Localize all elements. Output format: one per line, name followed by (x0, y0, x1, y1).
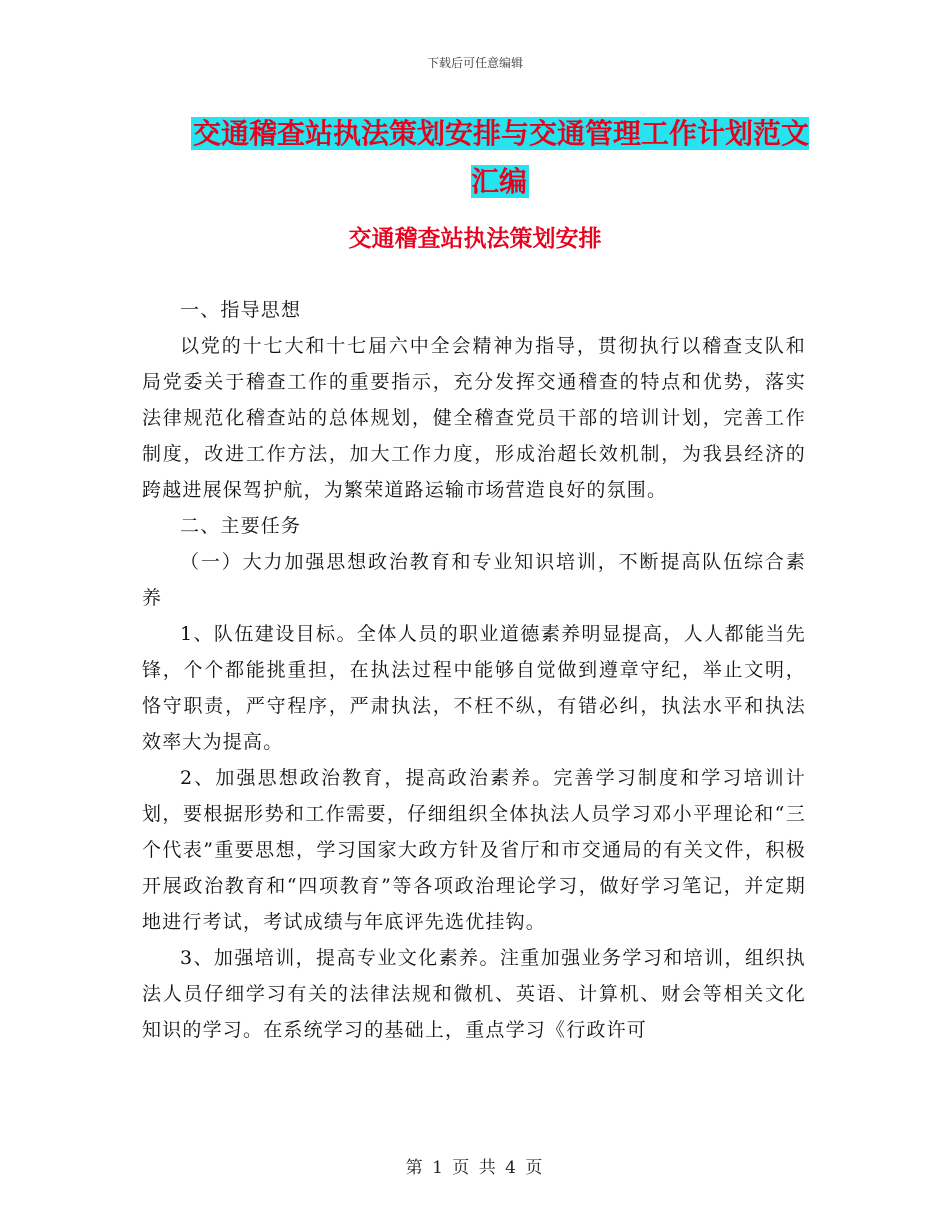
paragraph-heading-guiding-ideology: 一、指导思想 (180, 299, 302, 321)
section-title: 交通稽查站执法策划安排 (348, 226, 602, 252)
document-body (142, 292, 806, 1048)
paragraph: 1、队伍建设目标。全体人员的职业道德素养明显提高，人人都能当先锋，个个都能挑重担，在执法过程中能够自觉做到遵章守纪，举止文明，恪守职责，严守程序，严肃执法，不枉不纵，有错必纠，执法水平和执法效率大为提高。 (142, 623, 806, 753)
paragraph-subheading: （一）大力加强思想政治教育和专业知识培训，不断提高队伍综合素养 (142, 551, 806, 609)
document-title-text: 交通稽查站执法策划安排与交通管理工作计划范文汇编 (192, 117, 809, 198)
paragraph-heading-main-tasks: 二、主要任务 (180, 515, 302, 537)
header-note: 下载后可任意编辑 (426, 56, 523, 70)
paragraph: 以党的十七大和十七届六中全会精神为指导，贯彻执行以稽查支队和局党委关于稽查工作的重要指示，充分发挥交通稽查的特点和优势，落实法律规范化稽查站的总体规划，健全稽查党员干部的培训计划，完善工作制度，改进工作方法，加大工作力度，形成治超长效机制，为我县经济的跨越进展保驾护航，为繁荣道路运输市场营造良好的氛围。 (142, 335, 806, 501)
paragraph: 2、加强思想政治教育，提高政治素养。完善学习制度和学习培训计划，要根据形势和工作需要，仔细组织全体执法人员学习邓小平理论和“三个代表”重要思想，学习国家大政方针及省厅和市交通局的有关文件，积极开展政治教育和“四项教育”等各项政治理论学习，做好学习笔记，并定期地进行考试，考试成绩与年底评先选优挂钩。 (142, 767, 806, 933)
paragraph: 3、加强培训，提高专业文化素养。注重加强业务学习和培训，组织执法人员仔细学习有关的法律法规和微机、英语、计算机、财会等相关文化知识的学习。在系统学习的基础上，重点学习《行政许可 (142, 947, 806, 1041)
page-footer: 第 1 页 共 4 页 (405, 1158, 545, 1178)
document-title (190, 110, 810, 206)
